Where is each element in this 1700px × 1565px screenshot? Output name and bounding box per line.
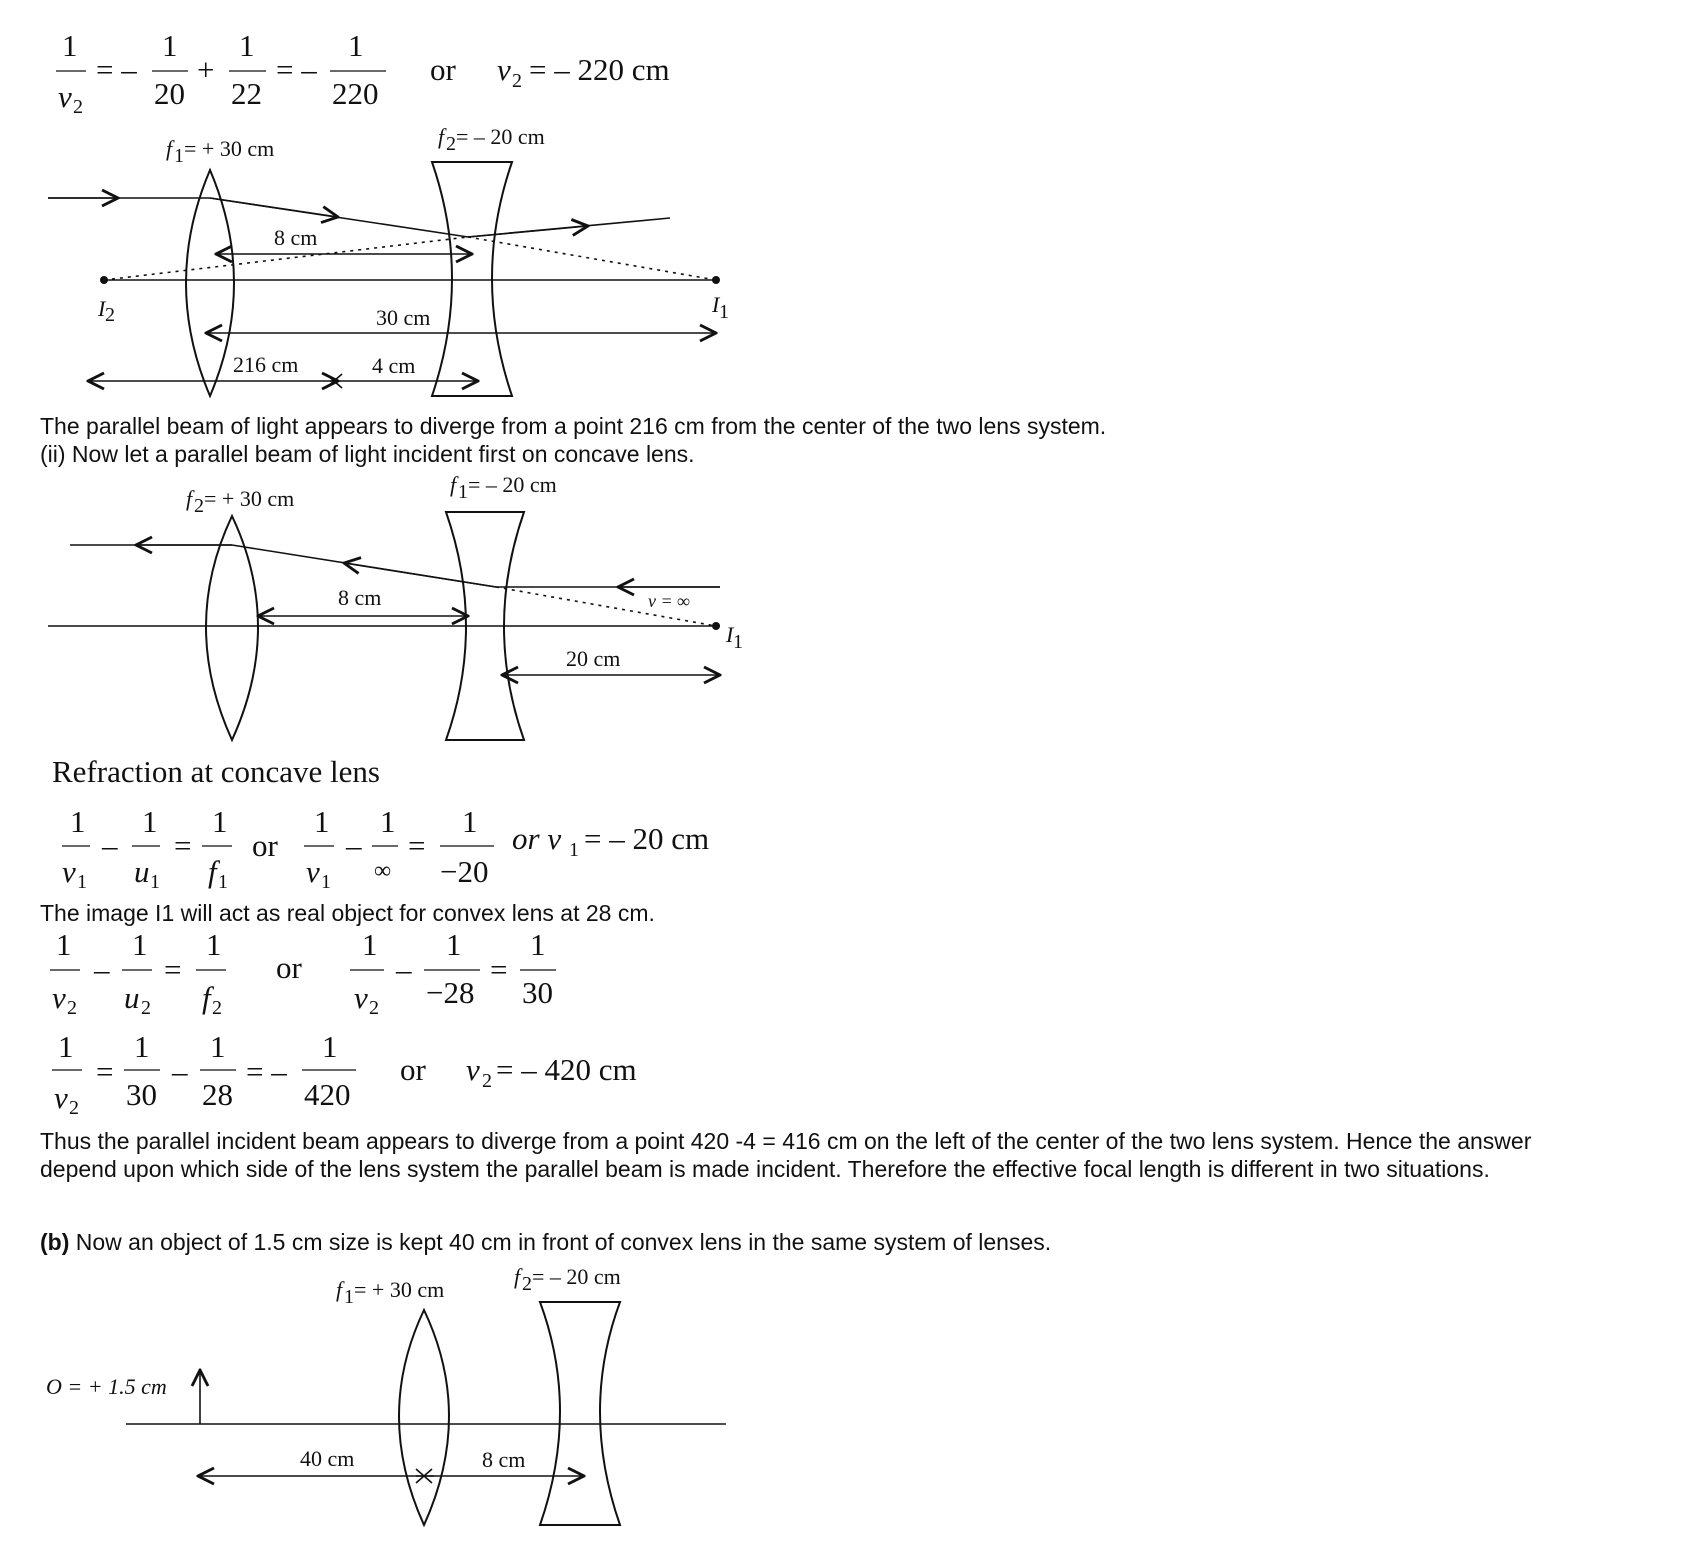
- eq4-d-num: 1: [322, 1029, 338, 1064]
- figure-1-diagram: [48, 124, 729, 396]
- fig2-i1-label: I: [726, 622, 734, 647]
- eq4-d-den: 420: [304, 1077, 351, 1112]
- eq4-a-den: v: [54, 1080, 68, 1115]
- svg-text:=: =: [408, 828, 426, 863]
- eq2-a-sub: 1: [77, 871, 87, 893]
- eq3-or: or: [276, 950, 302, 985]
- equation-3: [50, 927, 556, 1019]
- svg-text:= –: = –: [246, 1054, 287, 1089]
- eq3-c-sub: 2: [212, 997, 222, 1019]
- eq3-e-num: 1: [446, 927, 462, 962]
- fig3-f1-val: = + 30 cm: [354, 1277, 445, 1302]
- eq3-b-num: 1: [132, 927, 148, 962]
- fig3-object-label: O = + 1.5 cm: [46, 1374, 167, 1399]
- eq3-a-num: 1: [56, 927, 72, 962]
- fig1-i1-sub: 1: [719, 301, 729, 323]
- eq4-a-num: 1: [58, 1029, 74, 1064]
- eq4-or: or: [400, 1052, 426, 1087]
- fig1-30cm-label: 30 cm: [376, 305, 431, 330]
- eq3-a-den: v: [52, 980, 66, 1015]
- fig1-f2-sub: 2: [446, 133, 456, 155]
- eq2-g-den: −20: [440, 854, 489, 889]
- eq2-or: or: [252, 828, 278, 863]
- eq1-t3-den: 220: [332, 76, 379, 111]
- fig2-convex-lens: [206, 516, 258, 740]
- fig2-point-i1: [712, 622, 720, 630]
- eq1-or: or: [430, 52, 456, 87]
- svg-text:–: –: [172, 1054, 188, 1089]
- fig1-convex-lens: [186, 170, 234, 396]
- eq4-b-den: 30: [126, 1077, 157, 1112]
- eq3-g-den: 30: [522, 975, 553, 1010]
- eq3-a-sub: 2: [67, 997, 77, 1019]
- figure-3-diagram: [46, 1264, 726, 1525]
- eq3-b-den: u: [124, 980, 140, 1015]
- fig3-f1-label: f: [336, 1277, 343, 1302]
- equation-2: [62, 804, 709, 893]
- eq2-b-sub: 1: [150, 871, 160, 893]
- eq2-c-den: f: [208, 854, 217, 889]
- fig2-f1-label: f: [450, 472, 457, 497]
- fig3-f1-sub: 1: [344, 1286, 354, 1308]
- fig1-f1-sub: 1: [174, 145, 184, 167]
- eq3-c-num: 1: [206, 927, 222, 962]
- svg-text:= –: = –: [96, 52, 137, 87]
- eq2-b-num: 1: [142, 804, 158, 839]
- svg-text:–: –: [94, 952, 110, 987]
- eq4-b-num: 1: [134, 1029, 150, 1064]
- eq2-d-sub: 1: [321, 871, 331, 893]
- eq1-t3-num: 1: [348, 28, 364, 63]
- eq1-result-var: v: [497, 52, 511, 87]
- fig2-f1-sub: 1: [458, 481, 468, 503]
- figure-2-diagram: [48, 472, 743, 740]
- paragraph-diverge-216: The parallel beam of light appears to diverge from a point 216 cm from the center of the two lens system.: [40, 413, 1107, 439]
- fig1-f2-val: = – 20 cm: [456, 124, 545, 149]
- eq3-d-den: v: [354, 980, 368, 1015]
- eq2-g-num: 1: [462, 804, 478, 839]
- fig3-f2-val: = – 20 cm: [532, 1264, 621, 1289]
- eq1-t2-num: 1: [239, 28, 255, 63]
- part-b-label: (b): [40, 1229, 70, 1255]
- fig1-dashed-extension-i1: [468, 237, 716, 280]
- equation-1: [56, 28, 670, 118]
- fig2-i1-sub: 1: [733, 631, 743, 653]
- svg-text:=: =: [96, 1054, 114, 1089]
- fig3-concave-lens: [540, 1302, 620, 1525]
- eq1-t1-den: 20: [154, 76, 185, 111]
- svg-text:=: =: [490, 952, 508, 987]
- fig3-8cm-label: 8 cm: [482, 1447, 526, 1472]
- part-b-text: Now an object of 1.5 cm size is kept 40 cm in front of convex lens in the same system of lenses.: [69, 1229, 1052, 1255]
- svg-text:+: +: [197, 52, 215, 87]
- fig1-8cm-label: 8 cm: [274, 225, 318, 250]
- fig1-concave-lens: [432, 162, 512, 396]
- eq4-a-sub: 2: [69, 1097, 79, 1119]
- eq2-e-den: ∞: [374, 858, 392, 884]
- eq3-g-num: 1: [530, 927, 546, 962]
- paragraph-conclusion-line2: depend upon which side of the lens system the parallel beam is made incident. Therefore the effective focal length is different in two situations.: [40, 1156, 1490, 1182]
- eq2-d-den: v: [306, 854, 320, 889]
- fig3-40cm-label: 40 cm: [300, 1446, 355, 1471]
- eq4-c-den: 28: [202, 1077, 233, 1112]
- eq2-e-num: 1: [380, 804, 396, 839]
- paragraph-conclusion-line1: Thus the parallel incident beam appears to diverge from a point 420 -4 = 416 cm on the left of the center of the two lens system. Hence the answer: [40, 1128, 1532, 1154]
- svg-text:=: =: [174, 828, 192, 863]
- eq3-b-sub: 2: [141, 997, 151, 1019]
- eq1-t2-den: 22: [231, 76, 262, 111]
- eq2-result-var: or v: [512, 821, 562, 856]
- eq2-d-num: 1: [314, 804, 330, 839]
- eq3-d-num: 1: [362, 927, 378, 962]
- eq2-b-den: u: [134, 854, 150, 889]
- fig2-f1-val: = – 20 cm: [468, 472, 557, 497]
- svg-text:= –: = –: [276, 52, 317, 87]
- eq4-c-num: 1: [210, 1029, 226, 1064]
- paragraph-concave-first: (ii) Now let a parallel beam of light incident first on concave lens.: [40, 441, 695, 467]
- eq1-t1-num: 1: [162, 28, 178, 63]
- fig1-216cm-label: 216 cm: [233, 352, 299, 377]
- eq2-a-num: 1: [70, 804, 86, 839]
- fig1-f1-val: = + 30 cm: [184, 136, 275, 161]
- eq4-result-sub: 2: [482, 1070, 492, 1092]
- fig1-i1-label: I: [712, 292, 720, 317]
- eq2-c-sub: 1: [218, 871, 228, 893]
- eq1-lhs-num: 1: [62, 28, 78, 63]
- eq4-result-var: v: [466, 1052, 480, 1087]
- fig2-v-infinity: v = ∞: [648, 591, 690, 611]
- eq3-c-den: f: [202, 980, 211, 1015]
- eq2-result-sub: 1: [569, 839, 579, 861]
- fig3-f2-sub: 2: [522, 1273, 532, 1295]
- eq1-lhs-den: v: [58, 79, 72, 114]
- fig1-i2-sub: 2: [105, 304, 115, 326]
- fig2-f2-label: f: [186, 486, 193, 511]
- fig1-f1-label: f: [166, 136, 173, 161]
- eq2-a-den: v: [62, 854, 76, 889]
- eq1-result-val: = – 220 cm: [529, 52, 670, 87]
- fig3-f2-label: f: [514, 1264, 521, 1289]
- eq2-result-val: = – 20 cm: [584, 821, 710, 856]
- svg-text:–: –: [346, 828, 362, 863]
- eq1-result-sub: 2: [512, 70, 522, 92]
- paragraph-part-b: [40, 1229, 1051, 1256]
- svg-text:–: –: [102, 828, 118, 863]
- fig2-8cm-label: 8 cm: [338, 585, 382, 610]
- fig2-20cm-label: 20 cm: [566, 646, 621, 671]
- fig1-i2-label: I: [98, 296, 106, 321]
- svg-text:–: –: [396, 952, 412, 987]
- fig1-f2-label: f: [438, 124, 445, 149]
- eq1-lhs-sub: 2: [73, 96, 83, 118]
- heading-refraction-concave: Refraction at concave lens: [52, 754, 380, 789]
- fig2-f2-val: = + 30 cm: [204, 486, 295, 511]
- eq4-result-val: = – 420 cm: [496, 1052, 637, 1087]
- fig2-f2-sub: 2: [194, 495, 204, 517]
- svg-text:=: =: [164, 952, 182, 987]
- fig1-4cm-label: 4 cm: [372, 353, 416, 378]
- eq2-c-num: 1: [212, 804, 228, 839]
- eq3-e-den: −28: [426, 975, 475, 1010]
- fig3-convex-lens: [399, 1310, 449, 1525]
- eq3-d-sub: 2: [369, 997, 379, 1019]
- equation-4: [52, 1029, 637, 1119]
- paragraph-image-i1: The image I1 will act as real object for convex lens at 28 cm.: [40, 900, 655, 926]
